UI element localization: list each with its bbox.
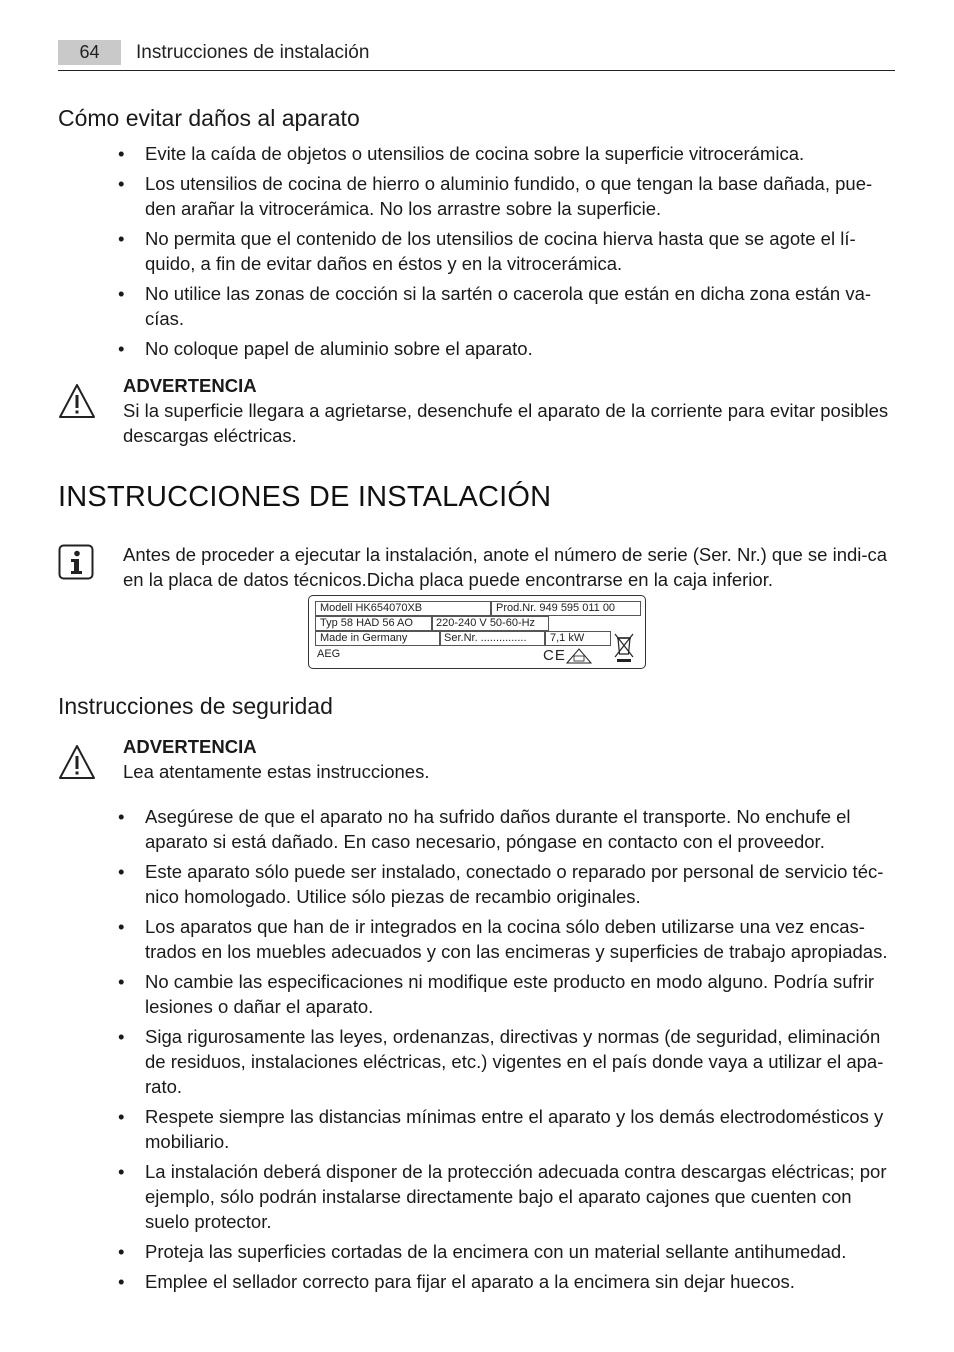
list-item: • No utilice las zonas de cocción si la sartén o cacerola que están en dicha zona están va-cías. bbox=[118, 283, 872, 329]
bullet-icon: • bbox=[118, 173, 125, 194]
list-item: • No cambie las especificaciones ni modifique este producto en modo alguno. Podría sufrir lesiones o dañar el aparato. bbox=[118, 971, 875, 1017]
info-text-body: , anote el número de serie (Ser. Nr.) que se indi-ca en la placa de datos técnicos. bbox=[123, 544, 888, 590]
plate-prod-number: Prod.Nr. 949 595 011 00 bbox=[491, 601, 641, 616]
list-item: • Este aparato sólo puede ser instalado, conectado o reparado por personal de servicio téc-nico homologado. Utilice sólo piezas de recambio originales. bbox=[118, 861, 884, 907]
bullet-icon: • bbox=[118, 806, 125, 827]
section-heading-safety: Instrucciones de seguridad bbox=[58, 693, 333, 719]
safety-bullet-list bbox=[118, 804, 896, 1299]
bullet-icon: • bbox=[118, 228, 125, 249]
certification-mark-icon bbox=[565, 647, 593, 665]
weee-bin-icon bbox=[613, 632, 635, 664]
plate-voltage: 220-240 V 50-60-Hz bbox=[431, 616, 549, 631]
bullet-icon: • bbox=[118, 1026, 125, 1047]
bullet-icon: • bbox=[118, 1161, 125, 1182]
section-heading-damage: Cómo evitar daños al aparato bbox=[58, 105, 360, 131]
list-item: • Emplee el sellador correcto para fijar el aparato a la encimera sin dejar huecos. bbox=[118, 1271, 795, 1292]
bullet-icon: • bbox=[118, 916, 125, 937]
warning-title: ADVERTENCIA bbox=[123, 736, 257, 757]
bullet-icon: • bbox=[118, 861, 125, 882]
list-item: • Los aparatos que han de ir integrados en la cocina sólo deben utilizarse una vez encas-trados en los muebles adecuados y con las encimeras y superficies de trabajo apropiadas. bbox=[118, 916, 888, 962]
bullet-icon: • bbox=[118, 143, 125, 164]
damage-bullet-list bbox=[118, 141, 896, 366]
bullet-icon: • bbox=[118, 1271, 125, 1292]
list-item: • Los utensilios de cocina de hierro o aluminio fundido, o que tengan la base dañada, pue-den arañar la vitrocerámica. No los arrastre sobre la superficie. bbox=[118, 173, 873, 219]
bullet-icon: • bbox=[118, 283, 125, 304]
plate-made-in: Made in Germany bbox=[315, 631, 441, 646]
list-item: • Proteja las superficies cortadas de la encimera con un material sellante antihumedad. bbox=[118, 1241, 847, 1262]
bullet-icon: • bbox=[118, 1106, 125, 1127]
list-item: • No permita que el contenido de los utensilios de cocina hierva hasta que se agote el lí-quido, a fin de evitar daños en éstos y en la vitrocerámica. bbox=[118, 228, 856, 274]
list-item: • Respete siempre las distancias mínimas entre el aparato y los demás electrodomésticos y mobiliario. bbox=[118, 1106, 884, 1152]
warning-icon bbox=[58, 383, 96, 419]
main-heading: INSTRUCCIONES DE INSTALACIÓN bbox=[58, 481, 552, 513]
rating-plate bbox=[308, 595, 646, 669]
info-text-tail: Dicha placa puede encontrarse en la caja inferior. bbox=[366, 569, 773, 590]
list-item: • La instalación deberá disponer de la protección adecuada contra descargas eléctricas; por ejemplo, sólo podrán instalarse directamente bajo el aparato cajones que cuenten con suelo protector. bbox=[118, 1161, 887, 1232]
list-item: • No coloque papel de aluminio sobre el aparato. bbox=[118, 338, 533, 359]
info-text-lead: Antes de proceder a ejecutar la instalación bbox=[123, 544, 473, 565]
warning-icon bbox=[58, 744, 96, 780]
plate-model: Modell HK654070XB bbox=[315, 601, 491, 616]
plate-serial-number: Ser.Nr. ............... bbox=[439, 631, 545, 646]
list-item: • Evite la caída de objetos o utensilios de cocina sobre la superficie vitrocerámica. bbox=[118, 143, 805, 164]
warning-text: Si la superficie llegara a agrietarse, desenchufe el aparato de la corriente para evitar posibles descargas eléctricas. bbox=[123, 400, 889, 446]
warning-title: ADVERTENCIA bbox=[123, 375, 257, 396]
list-item: • Asegúrese de que el aparato no ha sufrido daños durante el transporte. No enchufe el aparato si está dañado. En caso necesario, póngase en contacto con el proveedor. bbox=[118, 806, 851, 852]
plate-brand: AEG bbox=[317, 648, 341, 660]
list-item: • Siga rigurosamente las leyes, ordenanzas, directivas y normas (de seguridad, eliminación de residuos, instalaciones eléctricas, etc.) vigentes en el país donde vaya a utilizar el apa-rato. bbox=[118, 1026, 884, 1097]
ce-mark: CE bbox=[543, 647, 566, 664]
bullet-icon: • bbox=[118, 338, 125, 359]
info-icon bbox=[58, 544, 94, 580]
plate-power: 7,1 kW bbox=[545, 631, 611, 646]
bullet-icon: • bbox=[118, 1241, 125, 1262]
running-title: Instrucciones de instalación bbox=[136, 42, 370, 63]
page-number: 64 bbox=[58, 40, 121, 65]
plate-type: Typ 58 HAD 56 AO bbox=[315, 616, 433, 631]
page-header bbox=[58, 40, 895, 71]
warning-text: Lea atentamente estas instrucciones. bbox=[123, 761, 430, 782]
bullet-icon: • bbox=[118, 971, 125, 992]
